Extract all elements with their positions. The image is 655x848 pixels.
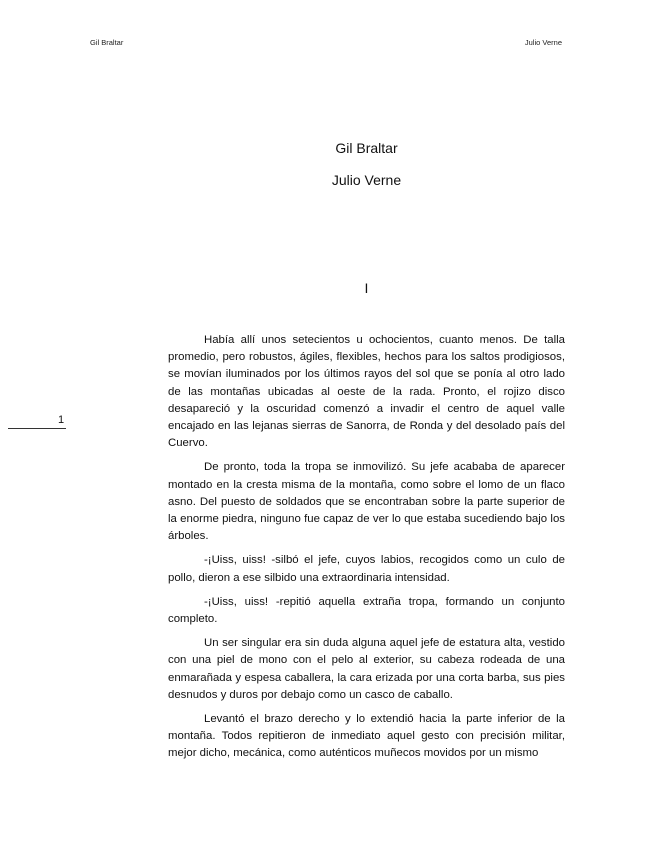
paragraph: -¡Uiss, uiss! -silbó el jefe, cuyos labios, recogidos como un culo de pollo, dieron a ese silbido una extraordinaria intensidad.: [168, 554, 565, 584]
paragraph: Un ser singular era sin duda alguna aquel jefe de estatura alta, vestido con una piel de mono con el pelo al exterior, su cabeza rodeada de una enmarañada y espesa caballera, la cara erizada por una corta barba, sus pies desnudos y duros por debajo como un casco de caballo.: [168, 637, 565, 701]
book-title: Gil Braltar: [335, 140, 398, 156]
running-header-right: Julio Verne: [524, 38, 562, 47]
margin-line-number: 1: [58, 414, 65, 426]
book-author: Julio Verne: [331, 172, 402, 188]
margin-rule: [8, 428, 66, 429]
paragraph: De pronto, toda la tropa se inmovilizó. Su jefe acababa de aparecer montado en la cresta misma de la montaña, como sobre el lomo de un flaco asno. Del puesto de soldados que se encontraban sobre la parte superior de la enorme piedra, ninguno fue capaz de ver lo que estaba sucediendo bajo los árboles.: [168, 461, 565, 543]
paragraph: Levantó el brazo derecho y lo extendió hacia la parte inferior de la montaña. Todos repitieron de inmediato aquel gesto con precisión militar, mejor dicho, mecánica, como auténticos muñecos movidos por un mismo: [168, 713, 565, 760]
paragraph: -¡Uiss, uiss! -repitió aquella extraña tropa, formando un conjunto completo.: [168, 595, 565, 626]
body-text: [168, 332, 565, 770]
paragraph: Había allí unos setecientos u ochocientos, cuanto menos. De talla promedio, pero robustos, ágiles, flexibles, hechos para los saltos prodigiosos, se movían iluminados por los últimos rayos del sol que se ponía al otro lado de las montañas ubicadas al oeste de la rada. Pronto, el rojizo disco desapareció y la oscuridad comenzó a invadir el centro de aquel valle encajado en las lejanas sierras de Sanorra, de Ronda y del desolado país del Cuervo.: [168, 334, 565, 450]
chapter-heading: I: [364, 280, 369, 296]
running-header-left: Gil Braltar: [90, 38, 124, 47]
